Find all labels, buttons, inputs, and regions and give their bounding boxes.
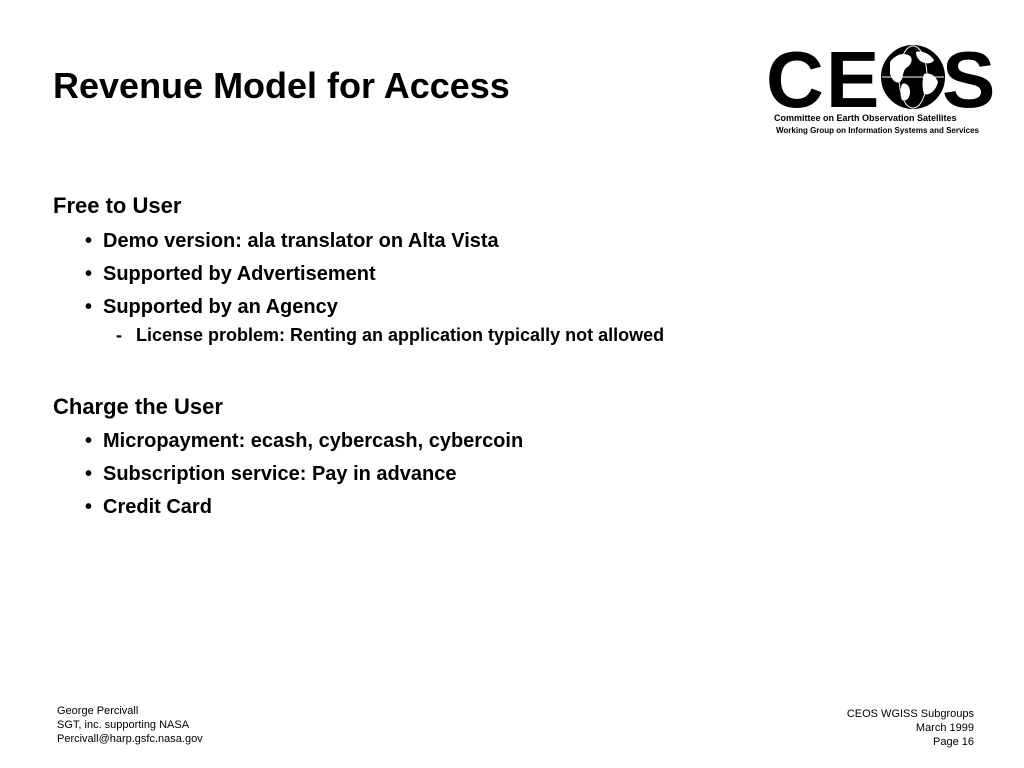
ceos-logo: [766, 35, 998, 138]
list-item: [85, 295, 499, 328]
bullet-text: Subscription service: Pay in advance: [103, 463, 457, 485]
bullet-mark: •: [85, 430, 93, 452]
bullet-text: Credit Card: [103, 496, 212, 518]
list-item: [85, 495, 523, 528]
section-heading-free: Free to User: [53, 193, 182, 218]
list-item: [85, 462, 523, 495]
footer-event: CEOS WGISS Subgroups: [846, 708, 974, 720]
globe-icon: [880, 44, 946, 110]
sub-bullet-text: License problem: Renting an application typically not allowed: [136, 325, 665, 345]
logo-working-group: Working Group on Information Systems and Services: [776, 126, 980, 135]
list-item: [85, 262, 499, 295]
bullet-list-free: [85, 229, 499, 328]
bullet-mark: •: [85, 463, 93, 485]
bullet-mark: •: [85, 296, 93, 318]
bullet-text: Supported by an Agency: [103, 296, 338, 318]
bullet-text: Demo version: ala translator on Alta Vista: [103, 230, 499, 252]
sub-bullet: [116, 325, 664, 346]
logo-subtitle: Committee on Earth Observation Satellites: [774, 113, 957, 123]
bullet-text: Supported by Advertisement: [103, 263, 376, 285]
footer-date: March 1999: [915, 722, 974, 734]
section-heading-charge: Charge the User: [53, 394, 223, 419]
logo-letter-s: S: [942, 35, 996, 124]
bullet-mark: •: [85, 496, 93, 518]
list-item: [85, 229, 499, 262]
bullet-mark: •: [85, 230, 93, 252]
logo-letter-c: C: [766, 35, 824, 124]
dash-mark: -: [116, 325, 122, 345]
footer-author-email: Percivall@harp.gsfc.nasa.gov: [57, 733, 203, 745]
bullet-list-charge: [85, 429, 523, 528]
footer-meta: [847, 707, 974, 749]
slide-title: Revenue Model for Access: [53, 65, 510, 106]
footer-author: [57, 704, 203, 746]
logo-letter-e: E: [826, 35, 880, 124]
bullet-mark: •: [85, 263, 93, 285]
footer-page-number: Page 16: [933, 736, 974, 748]
bullet-text: Micropayment: ecash, cybercash, cybercoin: [103, 430, 524, 452]
footer-author-name: George Percivall: [57, 705, 139, 717]
list-item: [85, 429, 523, 462]
footer-author-org: SGT, inc. supporting NASA: [57, 719, 190, 731]
